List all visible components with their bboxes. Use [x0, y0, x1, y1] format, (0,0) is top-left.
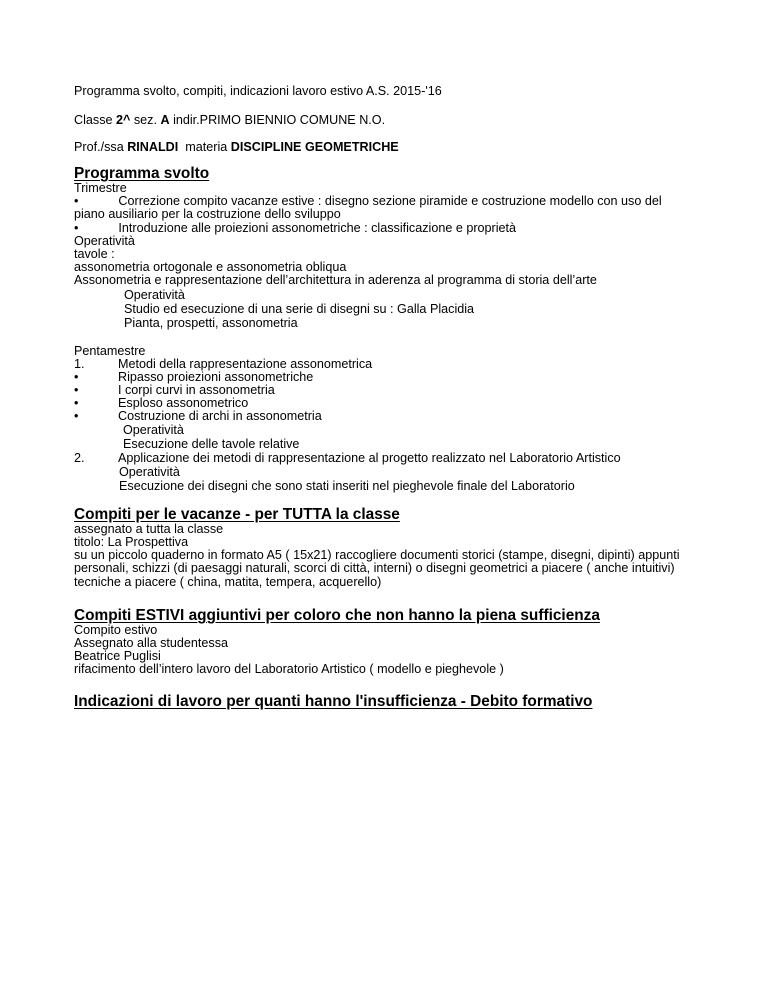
esecuzione-disegni-line: Esecuzione dei disegni che sono stati inseriti nel pieghevole finale del Laboratorio — [119, 479, 575, 493]
item-text: Introduzione alle proiezioni assonometriche : classificazione e proprietà — [118, 221, 517, 235]
compiti-line: assegnato a tutta la classe — [74, 522, 224, 536]
estivi-line: rifacimento dell’intero lavoro del Laboratorio Artistico ( modello e pieghevole ) — [74, 662, 504, 676]
class-info-line — [74, 114, 385, 127]
rappresentazione-line: Assonometria e rappresentazione dell’architettura in aderenza al programma di storia dell’arte — [74, 273, 597, 287]
prof-label: Prof./ssa — [74, 140, 128, 154]
item-text: Correzione compito vacanze estive : disegno sezione piramide e costruzione modello con uso del piano ausiliario per la costruzione dello sviluppo — [74, 194, 662, 222]
compiti-heading: Compiti per le vacanze - per TUTTA la classe — [74, 506, 400, 523]
esecuzione-tavole-line: Esecuzione delle tavole relative — [123, 437, 300, 451]
classe-label: Classe — [74, 113, 116, 127]
bullet: • — [74, 409, 79, 423]
estivi-line: Beatrice Puglisi — [74, 649, 161, 663]
bullet: • — [74, 221, 79, 235]
list-item — [74, 195, 694, 222]
estivi-heading: Compiti ESTIVI aggiuntivi per coloro che non hanno la piena sufficienza — [74, 607, 600, 624]
materia-label: materia — [178, 140, 231, 154]
pentamestre-title: Pentamestre — [74, 344, 146, 358]
tavole-label: tavole : — [74, 247, 115, 261]
operativita-indented: Operatività — [119, 465, 180, 479]
bullet: • — [74, 383, 79, 397]
indirizzo-text: indir.PRIMO BIENNIO COMUNE N.O. — [169, 113, 386, 127]
list-item — [74, 222, 516, 235]
indicazioni-heading: Indicazioni di lavoro per quanti hanno l'insufficienza - Debito formativo — [74, 693, 593, 710]
bullet: • — [74, 396, 79, 410]
sez-label: sez. — [130, 113, 161, 127]
number: 2. — [74, 451, 85, 465]
assonometria-line: assonometria ortogonale e assonometria obliqua — [74, 260, 347, 274]
list-item: Costruzione di archi in assonometria — [118, 409, 322, 423]
estivi-line: Assegnato alla studentessa — [74, 636, 229, 650]
compiti-line: titolo: La Prospettiva — [74, 535, 189, 549]
operativita-indented: Operatività — [123, 423, 184, 437]
list-item: I corpi curvi in assonometria — [118, 383, 275, 397]
numbered-item-text: Applicazione dei metodi di rappresentazione al progetto realizzato nel Laboratorio Artistico — [118, 451, 621, 465]
list-item: Esploso assonometrico — [118, 396, 249, 410]
pianta-line: Pianta, prospetti, assonometria — [124, 316, 298, 330]
operativita-indented: Operatività — [124, 288, 185, 302]
bullet: • — [74, 194, 79, 208]
programma-heading: Programma svolto — [74, 165, 210, 182]
list-item: Ripasso proiezioni assonometriche — [118, 370, 314, 384]
teacher-info-line — [74, 141, 399, 154]
operativita-label: Operatività — [74, 234, 135, 248]
compiti-paragraph: su un piccolo quaderno in formato A5 ( 15x21) raccogliere documenti storici (stampe, disegni, dipinti) appunti personali, schizzi (di paesaggi naturali, scorci di città, interni) o disegni geometrici a piacere ( anche intuitivi) tecniche a piacere ( china, matita, tempera, acquerello) — [74, 548, 680, 589]
bullet: • — [74, 370, 79, 384]
classe-value: 2^ — [116, 113, 131, 127]
document-title-line: Programma svolto, compiti, indicazioni lavoro estivo A.S. 2015-'16 — [74, 84, 442, 98]
prof-value: RINALDI — [127, 140, 179, 154]
studio-line: Studio ed esecuzione di una serie di disegni su : Galla Placidia — [124, 302, 475, 316]
trimestre-title: Trimestre — [74, 181, 127, 195]
number: 1. — [74, 357, 85, 371]
sez-value: A — [160, 113, 170, 127]
numbered-item-text: Metodi della rappresentazione assonometrica — [118, 357, 373, 371]
estivi-line: Compito estivo — [74, 623, 158, 637]
materia-value: DISCIPLINE GEOMETRICHE — [230, 140, 399, 154]
